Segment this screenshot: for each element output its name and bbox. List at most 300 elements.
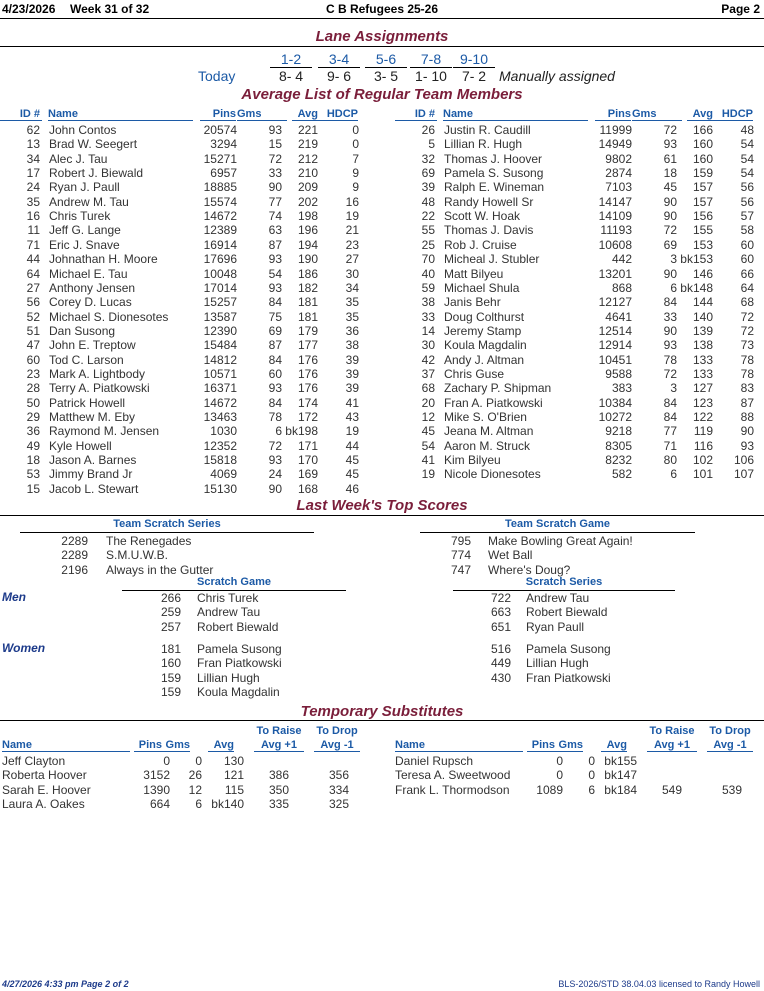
cell-id: 44 [26,252,40,267]
cell-gms: 78 [663,352,677,367]
cell-gms: 69 [663,237,677,252]
cell-pins: 12514 [598,323,632,338]
cell-id: 41 [421,453,435,468]
cell-id: 60 [26,352,40,367]
cell-avg: 127 [692,381,713,396]
cell-name: Terry A. Piatkowski [49,381,150,396]
cell-id: 33 [421,309,435,324]
cell-avg: 177 [297,338,318,353]
cell-pins: 12127 [598,295,632,310]
cell-hdcp: 0 [352,123,359,137]
cell-hdcp: 107 [733,467,754,482]
col-id: ID # [0,108,42,121]
lane-teams: 9- 6 [326,68,352,84]
col-raise-bottom: Avg +1 [647,739,697,752]
cell-gms: 0 [588,768,595,783]
table-row [0,324,365,338]
table-row [0,768,365,782]
cell-avg: 157 [692,194,713,209]
cell-hdcp: 72 [740,323,754,338]
col-gms: Gms [162,739,190,752]
cell-name: John Contos [49,123,117,137]
cell-avg: 140 [692,309,713,324]
cell-hdcp: 54 [740,166,754,181]
cell-hdcp: 36 [345,323,359,338]
cell-drop: 539 [721,782,742,797]
col-avg: Avg [292,108,318,121]
team-series-header: Team Scratch Series [113,518,221,530]
cell-avg: 176 [297,366,318,381]
cell-gms: 84 [663,410,677,424]
score-value: 2289 [61,548,88,563]
cell-avg: bk148 [680,280,713,295]
cell-avg: 123 [692,395,713,410]
cell-hdcp: 66 [740,266,754,281]
score-value: 266 [160,591,181,605]
cell-avg: 209 [297,180,318,195]
score-name: Robert Biewald [526,605,608,620]
cell-name: Corey D. Lucas [49,295,132,310]
cell-hdcp: 60 [740,237,754,252]
cell-avg: bk153 [680,252,713,267]
col-drop-top: To Drop [709,725,751,737]
cell-name: Ryan J. Paull [49,180,120,195]
cell-name: Rob J. Cruise [444,237,517,252]
cell-hdcp: 45 [345,467,359,482]
cell-id: 28 [26,381,40,396]
cell-hdcp: 68 [740,295,754,310]
cell-gms: 93 [663,338,677,353]
cell-avg: bk184 [604,782,637,797]
header-rule [0,18,764,19]
cell-name: Mike S. O'Brien [444,410,527,424]
cell-avg: 146 [692,266,713,281]
cell-avg: 210 [297,166,318,181]
cell-gms: 77 [268,194,282,209]
cell-avg: 130 [223,754,244,768]
cell-avg: 202 [297,194,318,209]
cell-name: Nicole Dionesotes [444,467,541,482]
score-value: 663 [490,605,511,620]
table-row [0,267,365,281]
cell-avg: 121 [223,768,244,783]
cell-gms: 63 [268,223,282,238]
cell-pins: 383 [611,381,632,396]
cell-gms: 72 [663,223,677,238]
top-scores-rule [0,515,764,516]
lane-rule [0,46,764,47]
table-row [0,353,365,367]
cell-name: Patrick Howell [49,395,126,410]
table-row [395,338,760,352]
cell-pins: 7103 [605,180,632,195]
cell-name: Michael S. Dionesotes [49,309,169,324]
cell-id: 12 [421,410,435,424]
cell-name: Janis Behr [444,295,501,310]
cell-pins: 12914 [598,338,632,353]
cell-id: 47 [26,338,40,353]
cell-name: Raymond M. Jensen [49,424,160,439]
cell-avg: 190 [297,252,318,267]
table-row [395,209,760,223]
score-value: 160 [160,656,181,671]
cell-name: Jeff G. Lange [49,223,121,238]
cell-hdcp: 35 [345,309,359,324]
table-row [0,797,365,811]
table-row [395,467,760,481]
cell-id: 35 [26,194,40,209]
cell-name: Michael E. Tau [49,266,128,281]
table-row [0,467,365,481]
cell-id: 71 [26,237,40,252]
score-value: 259 [160,605,181,620]
cell-gms: 6 [670,280,677,295]
cell-name: Jeff Clayton [2,754,66,768]
cell-hdcp: 19 [345,209,359,224]
table-row [395,424,760,438]
cell-name: Anthony Jensen [49,280,136,295]
table-row [0,396,365,410]
score-name: Where's Doug? [488,562,571,577]
score-value: 2196 [61,562,88,577]
cell-hdcp: 106 [733,453,754,468]
table-row [395,123,760,137]
cell-gms: 93 [268,453,282,468]
score-name: The Renegades [106,534,192,548]
cell-id: 69 [421,166,435,181]
cell-pins: 15257 [203,295,237,310]
cell-name: Johnathan H. Moore [49,252,158,267]
table-row [395,396,760,410]
table-row [0,166,365,180]
cell-hdcp: 78 [740,366,754,381]
col-avg: Avg [208,739,234,752]
cell-avg: 144 [692,295,713,310]
cell-name: Sarah E. Hoover [2,782,91,797]
cell-avg: 160 [692,151,713,166]
lane-number: 3-4 [328,51,350,67]
table-row [395,267,760,281]
table-row [0,482,365,496]
cell-avg: bk147 [604,768,637,783]
cell-pins: 14147 [598,194,632,209]
cell-gms: 93 [268,123,282,137]
score-name: Chris Turek [197,591,259,605]
cell-name: Doug Colthurst [444,309,525,324]
cell-raise: 335 [268,797,289,812]
cell-pins: 10451 [598,352,632,367]
cell-avg: 101 [692,467,713,482]
team-game-header: Team Scratch Game [505,518,610,530]
cell-gms: 80 [663,453,677,468]
cell-pins: 20574 [203,123,237,137]
cell-name: Jacob L. Stewart [49,481,139,496]
lane-teams: 1- 10 [415,68,447,84]
cell-id: 27 [26,280,40,295]
table-row [0,338,365,352]
cell-gms: 26 [188,768,202,783]
cell-pins: 17696 [203,252,237,267]
cell-avg: 166 [692,123,713,137]
cell-id: 13 [26,137,40,152]
cell-pins: 15271 [203,151,237,166]
score-value: 181 [160,642,181,656]
cell-pins: 0 [556,768,563,783]
score-name: Ryan Paull [526,619,585,634]
cell-hdcp: 7 [352,151,359,166]
cell-pins: 13201 [598,266,632,281]
cell-name: Laura A. Oakes [2,797,85,812]
cell-name: Zachary P. Shipman [444,381,552,396]
cell-id: 49 [26,438,40,453]
cell-drop: 325 [328,797,349,812]
cell-name: Matt Bilyeu [444,266,504,281]
cell-pins: 12390 [203,323,237,338]
score-name: Robert Biewald [197,619,279,634]
cell-id: 19 [421,467,435,482]
cell-id: 40 [421,266,435,281]
cell-avg: 182 [297,280,318,295]
cell-id: 54 [421,438,435,453]
cell-name: Scott W. Hoak [444,209,521,224]
cell-id: 32 [421,151,435,166]
cell-avg: 170 [297,453,318,468]
cell-id: 15 [26,481,40,496]
cell-name: Brad W. Seegert [49,137,138,152]
col-gms: Gms [555,739,583,752]
cell-name: Pamela S. Susong [444,166,544,181]
cell-name: Thomas J. Hoover [444,151,543,166]
cell-gms: 0 [195,754,202,768]
cell-name: Eric J. Snave [49,237,120,252]
cell-name: Jimmy Brand Jr [49,467,133,482]
cell-pins: 11999 [599,123,632,137]
cell-id: 22 [421,209,435,224]
col-id: ID # [395,108,437,121]
cell-avg: 102 [692,453,713,468]
cell-id: 18 [26,453,40,468]
cell-id: 25 [421,237,435,252]
cell-id: 68 [421,381,435,396]
cell-name: Alec J. Tau [49,151,108,166]
score-value: 257 [160,619,181,634]
cell-name: Mark A. Lightbody [49,366,146,381]
cell-hdcp: 72 [740,309,754,324]
lane-number: 7-8 [420,51,442,67]
cell-gms: 6 [275,424,282,439]
cell-name: Andy J. Altman [444,352,525,367]
cell-pins: 0 [163,754,170,768]
col-gms: Gms [237,108,287,121]
cell-id: 11 [27,223,40,238]
score-value: 722 [490,591,511,605]
lane-number: 9-10 [459,51,489,67]
cell-gms: 90 [663,209,677,224]
cell-gms: 61 [663,151,677,166]
cell-gms: 3 [670,252,677,267]
cell-id: 53 [26,467,40,482]
cell-id: 5 [428,137,435,152]
cell-avg: bk155 [604,754,637,768]
cell-hdcp: 48 [740,123,754,137]
cell-pins: 8232 [605,453,632,468]
cell-gms: 33 [268,166,282,181]
score-name: S.M.U.W.B. [106,548,169,563]
table-row [0,180,365,194]
cell-pins: 16914 [203,237,237,252]
cell-name: Michael Shula [444,280,520,295]
score-name: Fran Piatkowski [197,656,282,671]
cell-gms: 0 [588,754,595,768]
cell-pins: 15818 [203,453,237,468]
cell-name: Dan Susong [49,323,116,338]
cell-name: Kyle Howell [49,438,112,453]
table-row [395,195,760,209]
cell-hdcp: 38 [345,338,359,353]
cell-pins: 15484 [203,338,237,353]
cell-gms: 60 [268,366,282,381]
cell-gms: 33 [663,309,677,324]
cell-gms: 90 [268,180,282,195]
cell-gms: 93 [268,381,282,396]
table-row [0,295,365,309]
col-name: Name [48,108,193,121]
col-name: Name [395,739,523,752]
cell-id: 38 [421,295,435,310]
score-name: Always in the Gutter [106,562,214,577]
cell-name: Kim Bilyeu [444,453,501,468]
col-drop-bottom: Avg -1 [707,739,753,752]
col-hdcp: HDCP [318,108,358,121]
cell-id: 36 [26,424,40,439]
cell-avg: 138 [692,338,713,353]
score-value: 449 [490,656,511,671]
cell-avg: 139 [692,323,713,338]
cell-avg: 122 [692,410,713,424]
cell-pins: 10272 [598,410,632,424]
lane-assignments-title: Lane Assignments [315,28,449,45]
cell-name: Ralph E. Wineman [444,180,545,195]
cell-name: Frank L. Thormodson [395,782,510,797]
cell-avg: 181 [297,295,318,310]
cell-name: Koula Magdalin [444,338,527,353]
cell-id: 24 [26,180,40,195]
cell-hdcp: 58 [740,223,754,238]
cell-hdcp: 78 [740,352,754,367]
table-row [0,281,365,295]
cell-id: 51 [26,323,40,338]
cell-id: 29 [26,410,40,424]
cell-pins: 9588 [605,366,632,381]
score-name: Pamela Susong [197,642,282,656]
cell-hdcp: 21 [345,223,359,238]
cell-avg: 194 [297,237,318,252]
cell-gms: 18 [663,166,677,181]
score-value: 651 [490,619,511,634]
team-game-rule [420,532,695,533]
cell-hdcp: 56 [740,180,754,195]
cell-hdcp: 9 [352,166,359,181]
cell-gms: 6 [670,467,677,482]
cell-pins: 1030 [210,424,237,439]
cell-name: Lillian R. Hugh [444,137,523,152]
cell-pins: 3152 [143,768,170,783]
col-drop-top: To Drop [316,725,358,737]
cell-name: Teresa A. Sweetwood [395,768,511,783]
cell-avg: 155 [692,223,713,238]
cell-avg: 159 [692,166,713,181]
col-avg: Avg [601,739,627,752]
table-row [395,166,760,180]
cell-pins: 10608 [598,237,632,252]
cell-avg: 179 [297,323,318,338]
cell-name: Thomas J. Davis [444,223,534,238]
cell-hdcp: 39 [345,381,359,396]
cell-gms: 90 [268,481,282,496]
cell-id: 34 [26,151,40,166]
cell-hdcp: 35 [345,295,359,310]
table-row [395,281,760,295]
cell-hdcp: 93 [740,438,754,453]
cell-name: Randy Howell Sr [444,194,534,209]
scratch-game-header: Scratch Game [197,576,271,588]
cell-avg: 157 [692,180,713,195]
col-name: Name [443,108,588,121]
cell-gms: 69 [268,323,282,338]
score-value: 774 [450,548,471,563]
cell-name: Jeremy Stamp [444,323,522,338]
table-row [395,252,760,266]
cell-pins: 868 [611,280,632,295]
table-row [0,754,365,768]
table-row [0,252,365,266]
cell-hdcp: 90 [740,424,754,439]
cell-id: 30 [421,338,435,353]
cell-gms: 77 [663,424,677,439]
cell-avg: 133 [692,352,713,367]
cell-pins: 0 [556,754,563,768]
table-row [395,367,760,381]
cell-name: Micheal J. Stubler [444,252,540,267]
cell-hdcp: 19 [345,424,359,439]
cell-hdcp: 16 [345,194,359,209]
score-value: 2289 [61,534,88,548]
col-gms: Gms [632,108,682,121]
cell-hdcp: 44 [345,438,359,453]
table-row [395,410,760,424]
cell-avg: 221 [297,123,318,137]
cell-gms: 72 [268,151,282,166]
cell-pins: 11193 [600,223,632,238]
col-avg: Avg [687,108,713,121]
cell-hdcp: 23 [345,237,359,252]
cell-gms: 74 [268,209,282,224]
cell-gms: 6 [195,797,202,812]
cell-hdcp: 39 [345,366,359,381]
cell-id: 55 [421,223,435,238]
cell-hdcp: 43 [345,410,359,424]
score-name: Lillian Hugh [526,656,589,671]
cell-gms: 87 [268,338,282,353]
cell-hdcp: 88 [740,410,754,424]
cell-pins: 4069 [210,467,237,482]
cell-gms: 90 [663,266,677,281]
table-row [0,783,365,797]
cell-avg: bk198 [285,424,318,439]
cell-avg: 171 [297,438,318,453]
table-row [0,123,365,137]
table-row [0,367,365,381]
